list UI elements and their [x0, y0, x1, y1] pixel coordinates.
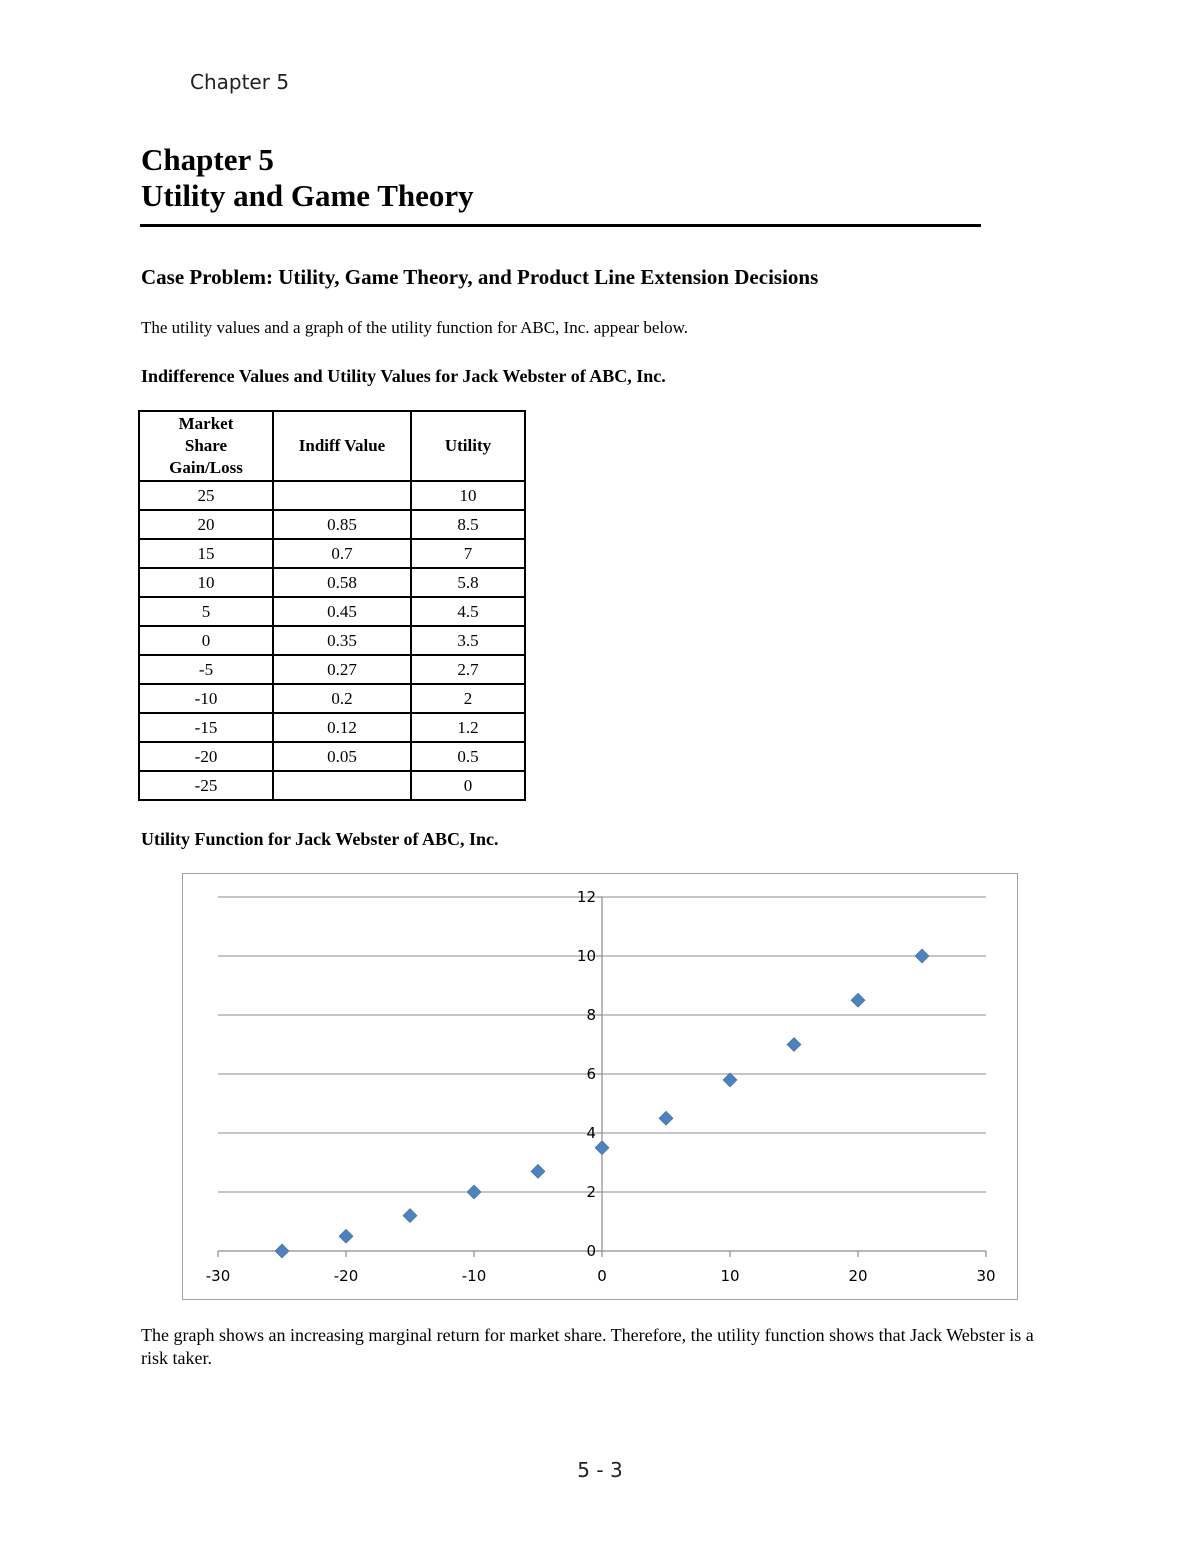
x-tick-label: 20: [848, 1267, 868, 1285]
table-cell: 0: [139, 626, 273, 655]
table-cell: 5.8: [411, 568, 525, 597]
table-cell: 4.5: [411, 597, 525, 626]
table-cell: 0: [411, 771, 525, 800]
table-cell: 0.5: [411, 742, 525, 771]
x-tick-label: -30: [205, 1267, 231, 1285]
table-cell: 0.05: [273, 742, 411, 771]
x-tick-label: -10: [461, 1267, 487, 1285]
table-cell: 15: [139, 539, 273, 568]
table-cell: 10: [139, 568, 273, 597]
utility-chart-svg: [183, 874, 1017, 1299]
chart-title: Utility Function for Jack Webster of ABC, Inc.: [141, 829, 499, 849]
y-tick-label: 2: [586, 1183, 596, 1201]
table-cell: 0.35: [273, 626, 411, 655]
table-cell: 1.2: [411, 713, 525, 742]
intro-paragraph: The utility values and a graph of the utility function for ABC, Inc. appear below.: [141, 318, 689, 337]
y-tick-label: 6: [586, 1065, 596, 1083]
table-row: [139, 597, 525, 626]
data-point: [915, 949, 929, 963]
conclusion-paragraph: The graph shows an increasing marginal return for market share. Therefore, the utility function shows that Jack Webster is a risk taker.: [141, 1325, 1034, 1368]
page-number: 5 - 3: [577, 1458, 623, 1482]
table-cell: 8.5: [411, 510, 525, 539]
chapter-title: [141, 142, 474, 214]
table-title: Indifference Values and Utility Values for Jack Webster of ABC, Inc.: [141, 366, 666, 386]
table-row: [139, 510, 525, 539]
table-cell: 3.5: [411, 626, 525, 655]
table-cell: -5: [139, 655, 273, 684]
table-cell: -10: [139, 684, 273, 713]
table-cell: 2: [411, 684, 525, 713]
table-row: [139, 655, 525, 684]
table-header-row: [139, 411, 525, 481]
title-divider: [140, 224, 981, 227]
x-tick-label: 10: [720, 1267, 740, 1285]
table-row: [139, 684, 525, 713]
table-cell: 10: [411, 481, 525, 510]
table-row: [139, 713, 525, 742]
table-cell: 2.7: [411, 655, 525, 684]
data-point: [659, 1111, 673, 1125]
header-market-share: Market Share Gain/Loss: [139, 411, 273, 481]
data-point: [787, 1038, 801, 1052]
data-point: [403, 1209, 417, 1223]
table-row: [139, 539, 525, 568]
y-tick-label: 4: [586, 1124, 596, 1142]
utility-table: [138, 410, 526, 801]
chapter-name: Utility and Game Theory: [141, 178, 474, 213]
y-tick-label: 8: [586, 1006, 596, 1024]
table-cell: 25: [139, 481, 273, 510]
table-row: [139, 568, 525, 597]
table-cell: 0.58: [273, 568, 411, 597]
table-row: [139, 626, 525, 655]
table-cell: 7: [411, 539, 525, 568]
data-point: [339, 1229, 353, 1243]
x-tick-label: 30: [976, 1267, 996, 1285]
table-cell: 5: [139, 597, 273, 626]
table-cell: 20: [139, 510, 273, 539]
table-row: [139, 481, 525, 510]
y-tick-label: 10: [576, 947, 596, 965]
table-cell: 0.27: [273, 655, 411, 684]
x-tick-label: 0: [597, 1267, 607, 1285]
table-cell: 0.85: [273, 510, 411, 539]
table-row: [139, 771, 525, 800]
case-problem-title: Case Problem: Utility, Game Theory, and Product Line Extension Decisions: [141, 265, 819, 289]
table-row: [139, 742, 525, 771]
running-header: Chapter 5: [190, 70, 290, 94]
table-cell: -25: [139, 771, 273, 800]
data-point: [467, 1185, 481, 1199]
table-cell: 0.7: [273, 539, 411, 568]
header-utility: Utility: [411, 411, 525, 481]
table-cell: -20: [139, 742, 273, 771]
data-point: [595, 1141, 609, 1155]
table-cell: 0.2: [273, 684, 411, 713]
data-point: [851, 993, 865, 1007]
table-cell: [273, 481, 411, 510]
data-point: [275, 1244, 289, 1258]
data-point: [531, 1164, 545, 1178]
y-tick-label: 12: [576, 888, 596, 906]
table-cell: [273, 771, 411, 800]
table-cell: 0.45: [273, 597, 411, 626]
header-indiff-value: Indiff Value: [273, 411, 411, 481]
table-cell: -15: [139, 713, 273, 742]
data-point: [723, 1073, 737, 1087]
utility-chart: [182, 873, 1018, 1300]
x-tick-label: -20: [333, 1267, 359, 1285]
table-cell: 0.12: [273, 713, 411, 742]
chapter-number: Chapter 5: [141, 142, 274, 177]
y-tick-label: 0: [586, 1242, 596, 1260]
